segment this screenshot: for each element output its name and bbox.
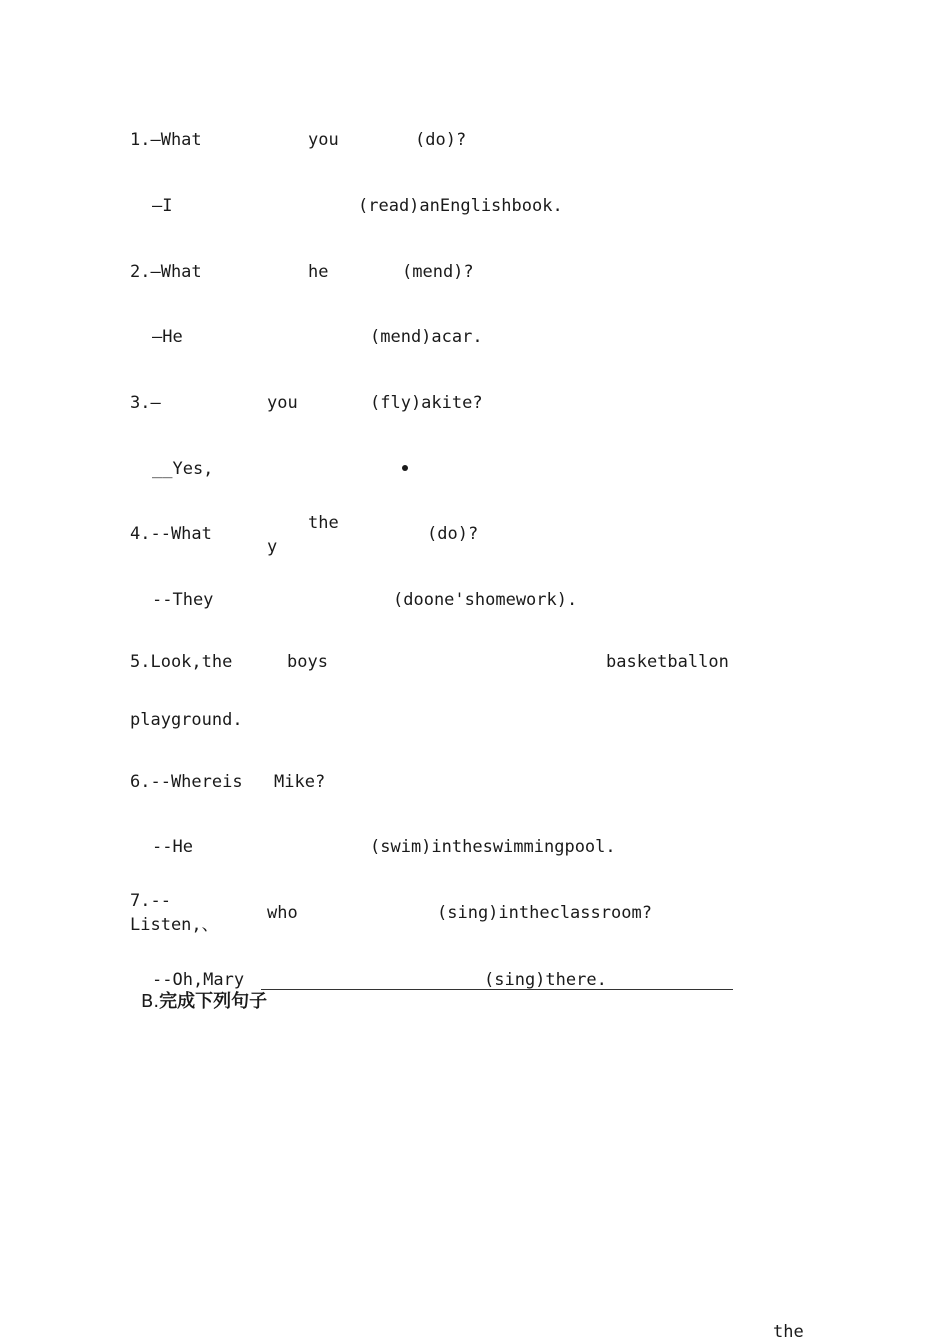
q1-verb-hint: (do)? [415, 130, 467, 150]
q1-answer-hint: (read)anEnglishbook. [358, 196, 563, 216]
q7-verb-hint: (sing)intheclassroom? [437, 903, 652, 923]
q6-subject: Mike? [274, 772, 326, 792]
q4-subject-part2: y [267, 537, 278, 557]
q7-prompt: Listen,、 [130, 915, 219, 935]
q3-verb-hint: (fly)akite? [370, 393, 483, 413]
section-b-title: 完成下列句子 [159, 991, 268, 1012]
q2-prompt: 2.—What [130, 262, 202, 282]
q1-subject: you [308, 130, 339, 150]
q3-prompt: 3.— [130, 393, 161, 413]
q4-answer-hint: (doone'shomework). [393, 590, 578, 610]
answer-underline [261, 989, 733, 990]
section-b-prefix: B. [141, 991, 160, 1012]
q5-prompt: 5.Look,the [130, 652, 233, 672]
q1-answer-start: —I [152, 196, 173, 216]
bullet-dot [402, 465, 408, 471]
q7-number: 7.-- [130, 891, 171, 911]
q3-subject: you [267, 393, 298, 413]
q6-prompt: 6.--Whereis [130, 772, 243, 792]
q4-answer-start: --They [152, 590, 214, 610]
q6-answer-start: --He [152, 837, 193, 857]
q2-answer-hint: (mend)acar. [370, 327, 483, 347]
q5-subject: boys [287, 652, 328, 672]
q3-answer-start: __Yes, [152, 459, 214, 479]
q7-answer-start: --Oh,Mary [152, 970, 245, 990]
q5-continuation: playground. [130, 710, 243, 730]
q2-answer-start: —He [152, 327, 183, 347]
q7-answer-hint: (sing)there. [484, 970, 607, 990]
q5-hint: basketballon [606, 652, 729, 672]
q2-verb-hint: (mend)? [402, 262, 474, 282]
section-b-heading [141, 991, 267, 1013]
q4-prompt: 4.--What [130, 524, 212, 544]
q4-verb-hint: (do)? [427, 524, 479, 544]
q2-subject: he [308, 262, 329, 282]
q7-subject: who [267, 903, 298, 923]
q1-prompt: 1.—What [130, 130, 202, 150]
q6-answer-hint: (swim)intheswimmingpool. [370, 837, 616, 857]
footer-word: the [773, 1322, 804, 1342]
q4-subject-part1: the [308, 513, 339, 533]
